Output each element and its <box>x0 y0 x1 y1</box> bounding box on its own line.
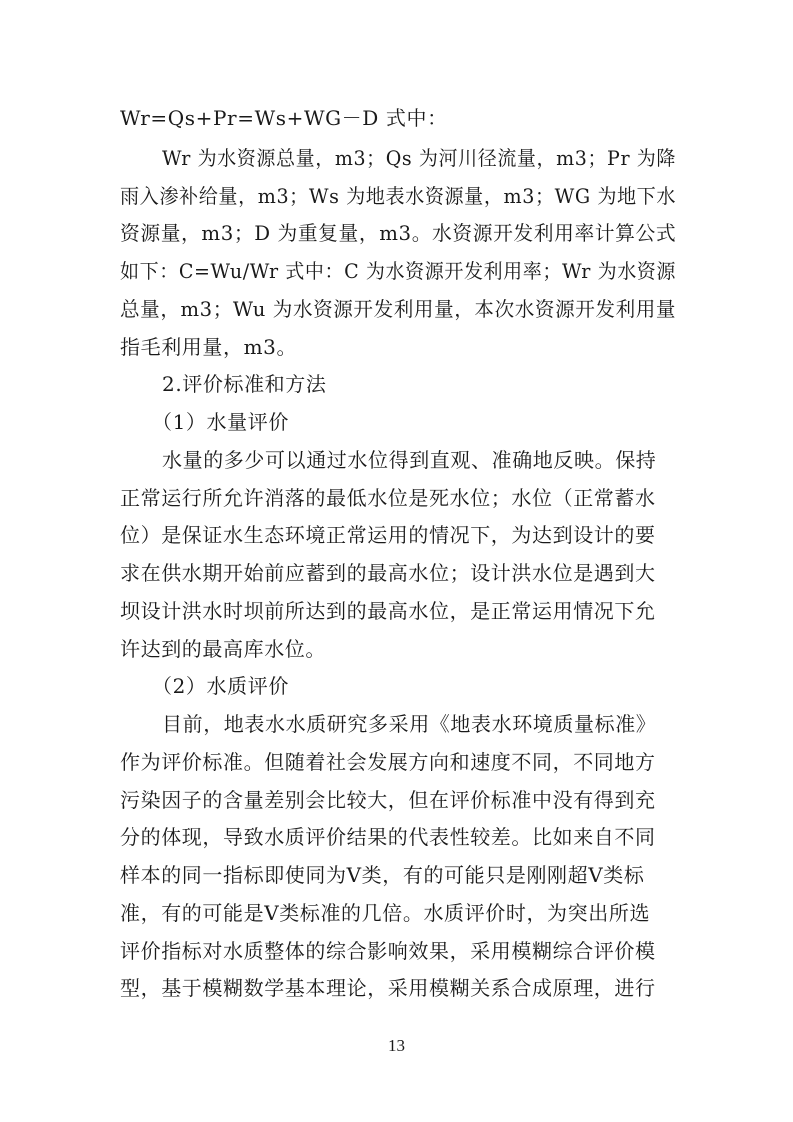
subsection-heading: （1）水量评价 <box>152 410 289 434</box>
text-line: 坝设计洪水时坝前所达到的最高水位，是正常运用情况下允 <box>120 599 656 623</box>
text-line: Wr=Qs+Pr=Ws+WG－D 式中： <box>120 106 448 130</box>
text-line: 准，有的可能是Ⅴ类标准的几倍。水质评价时，为突出所选 <box>120 901 651 925</box>
text-line: 分的体现，导致水质评价结果的代表性较差。比如来自不同 <box>120 825 656 849</box>
text-line: 如下：C=Wu/Wr 式中：C 为水资源开发利用率；Wr 为水资源 <box>120 259 677 283</box>
text-line: 总量，m3；Wu 为水资源开发利用量，本次水资源开发利用量 <box>120 297 677 321</box>
text-line: 雨入渗补给量，m3；Ws 为地表水资源量，m3；WG 为地下水 <box>120 184 677 208</box>
paragraph-first-line: Wr 为水资源总量，m3；Qs 为河川径流量，m3；Pr 为降 <box>162 146 676 170</box>
text-line: 位）是保证水生态环境正常运用的情况下，为达到设计的要 <box>120 523 656 547</box>
text-line: 污染因子的含量差别会比较大，但在评价标准中没有得到充 <box>120 788 656 812</box>
text-line: 许达到的最高库水位。 <box>120 637 326 661</box>
text-line: 型，基于模糊数学基本理论，采用模糊关系合成原理，进行 <box>120 976 656 1000</box>
text-line: 评价指标对水质整体的综合影响效果，采用模糊综合评价模 <box>120 939 656 963</box>
paragraph-first-line: 水量的多少可以通过水位得到直观、准确地反映。保持 <box>162 448 657 472</box>
text-line: 作为评价标准。但随着社会发展方向和速度不同，不同地方 <box>120 750 656 774</box>
subsection-heading: （2）水质评价 <box>152 674 289 698</box>
text-line: 指毛利用量，m3。 <box>120 335 298 359</box>
text-line: 求在供水期开始前应蓄到的最高水位；设计洪水位是遇到大 <box>120 561 656 585</box>
text-line: 正常运行所允许消落的最低水位是死水位；水位（正常蓄水 <box>120 486 656 510</box>
paragraph-first-line: 目前，地表水水质研究多采用《地表水环境质量标准》 <box>162 712 657 736</box>
section-heading: 2.评价标准和方法 <box>162 372 327 396</box>
text-line: 资源量，m3；D 为重复量，m3。水资源开发利用率计算公式 <box>120 221 677 245</box>
text-line: 样本的同一指标即使同为Ⅴ类，有的可能只是刚刚超Ⅴ类标 <box>120 863 645 887</box>
page-number: 13 <box>388 1036 405 1055</box>
